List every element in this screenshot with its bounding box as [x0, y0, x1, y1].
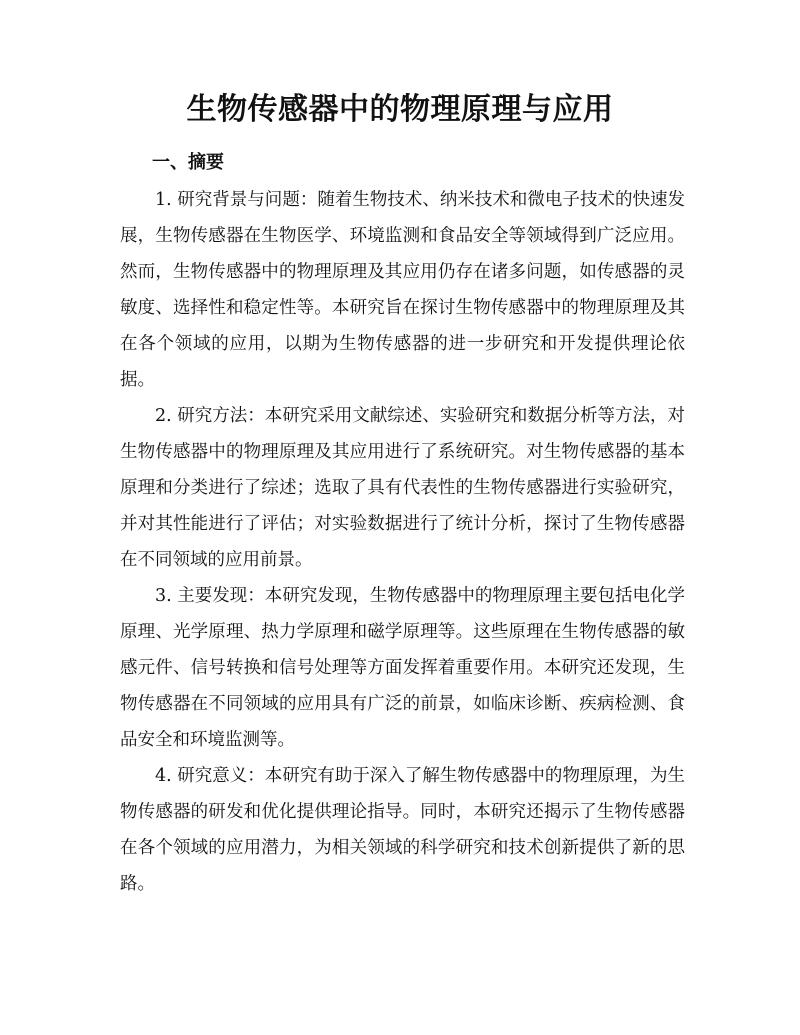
paragraph-main-findings: 3. 主要发现：本研究发现，生物传感器中的物理原理主要包括电化学原理、光学原理、热力学原理和磁学原理等。这些原理在生物传感器的敏感元件、信号转换和信号处理等方面发挥着重要作用。本研究还发现，生物传感器在不同领域的应用具有广泛的前景，如临床诊断、疾病检测、食品安全和环境监测等。: [120, 586, 685, 750]
document-title: 生物传感器中的物理原理与应用: [186, 92, 614, 127]
paragraph-research-methods: 2. 研究方法：本研究采用文献综述、实验研究和数据分析等方法，对生物传感器中的物理原理及其应用进行了系统研究。对生物传感器的基本原理和分类进行了综述；选取了具有代表性的生物传感器进行实验研究，并对其性能进行了评估；对实验数据进行了统计分析，探讨了生物传感器在不同领域的应用前景。: [120, 406, 685, 570]
abstract-body: [120, 182, 685, 902]
section-heading-abstract: 一、摘要: [152, 152, 224, 173]
paragraph-research-significance: 4. 研究意义：本研究有助于深入了解生物传感器中的物理原理，为生物传感器的研发和优化提供理论指导。同时，本研究还揭示了生物传感器在各个领域的应用潜力，为相关领域的科学研究和技术创新提供了新的思路。: [120, 766, 685, 894]
paragraph-research-background: 1. 研究背景与问题：随着生物技术、纳米技术和微电子技术的快速发展，生物传感器在生物医学、环境监测和食品安全等领域得到广泛应用。然而，生物传感器中的物理原理及其应用仍存在诸多问题，如传感器的灵敏度、选择性和稳定性等。本研究旨在探讨生物传感器中的物理原理及其在各个领域的应用，以期为生物传感器的进一步研究和开发提供理论依据。: [120, 190, 685, 390]
